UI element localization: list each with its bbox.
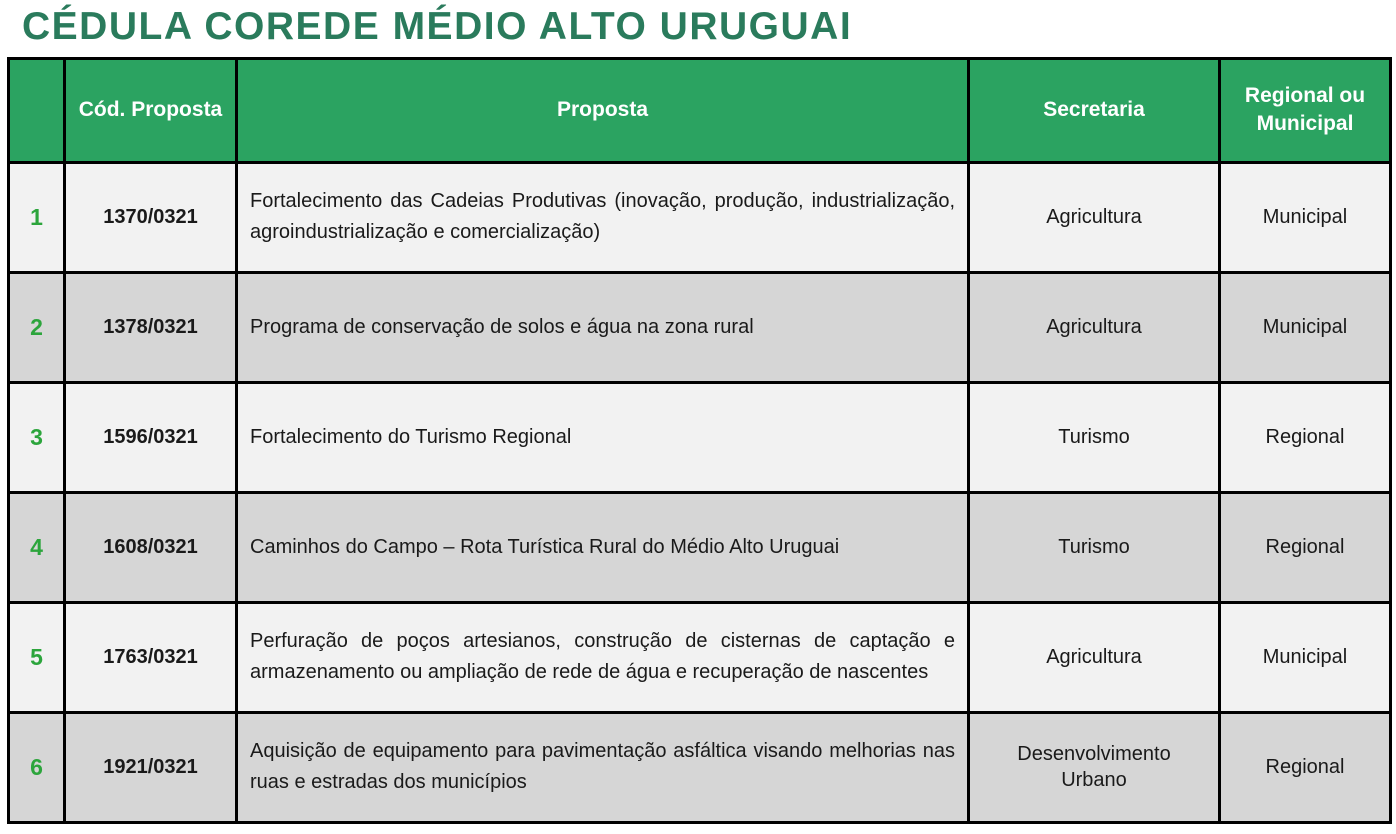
proposal-text-cell: Fortalecimento do Turismo Regional [237,382,969,492]
secretariat-cell: Agricultura [969,272,1220,382]
proposal-code-cell: 1921/0321 [65,712,237,822]
table-row [9,382,1391,492]
table-body [9,162,1391,822]
scope-cell: Regional [1220,382,1391,492]
proposal-code-cell: 1378/0321 [65,272,237,382]
scope-cell: Regional [1220,492,1391,602]
header-secretaria: Secretaria [969,58,1220,162]
table-row [9,272,1391,382]
proposal-code-cell: 1370/0321 [65,162,237,272]
table-row [9,712,1391,822]
scope-cell: Municipal [1220,162,1391,272]
secretariat-cell: Agricultura [969,162,1220,272]
proposal-text-cell: Fortalecimento das Cadeias Produtivas (inovação, produção, industrialização, agroindustrialização e comercialização) [237,162,969,272]
row-number-cell: 5 [9,602,65,712]
proposal-text-cell: Caminhos do Campo – Rota Turística Rural do Médio Alto Uruguai [237,492,969,602]
row-number-cell: 3 [9,382,65,492]
header-row-number [9,58,65,162]
table-row [9,162,1391,272]
row-number-cell: 1 [9,162,65,272]
row-number-cell: 4 [9,492,65,602]
scope-cell: Municipal [1220,272,1391,382]
scope-cell: Regional [1220,712,1391,822]
secretariat-cell: Agricultura [969,602,1220,712]
secretariat-cell: Desenvolvimento Urbano [969,712,1220,822]
proposal-text-cell: Aquisição de equipamento para pavimentação asfáltica visando melhorias nas ruas e estradas dos municípios [237,712,969,822]
header-proposta: Proposta [237,58,969,162]
page-title: CÉDULA COREDE MÉDIO ALTO URUGUAI [22,5,853,48]
secretariat-cell: Turismo [969,382,1220,492]
header-cod-proposta: Cód. Proposta [65,58,237,162]
row-number-cell: 6 [9,712,65,822]
table-row [9,602,1391,712]
proposal-text-cell: Perfuração de poços artesianos, construção de cisternas de captação e armazenamento ou ampliação de rede de água e recuperação de nascentes [237,602,969,712]
proposal-code-cell: 1763/0321 [65,602,237,712]
proposal-code-cell: 1596/0321 [65,382,237,492]
secretariat-cell: Turismo [969,492,1220,602]
proposal-text-cell: Programa de conservação de solos e água na zona rural [237,272,969,382]
scope-cell: Municipal [1220,602,1391,712]
table-head [9,58,1391,162]
header-regional-municipal: Regional ou Municipal [1220,58,1391,162]
table-header-row [9,58,1391,162]
row-number-cell: 2 [9,272,65,382]
proposal-code-cell: 1608/0321 [65,492,237,602]
document-page [0,6,1396,824]
table-row [9,492,1391,602]
proposals-table [7,57,1392,824]
